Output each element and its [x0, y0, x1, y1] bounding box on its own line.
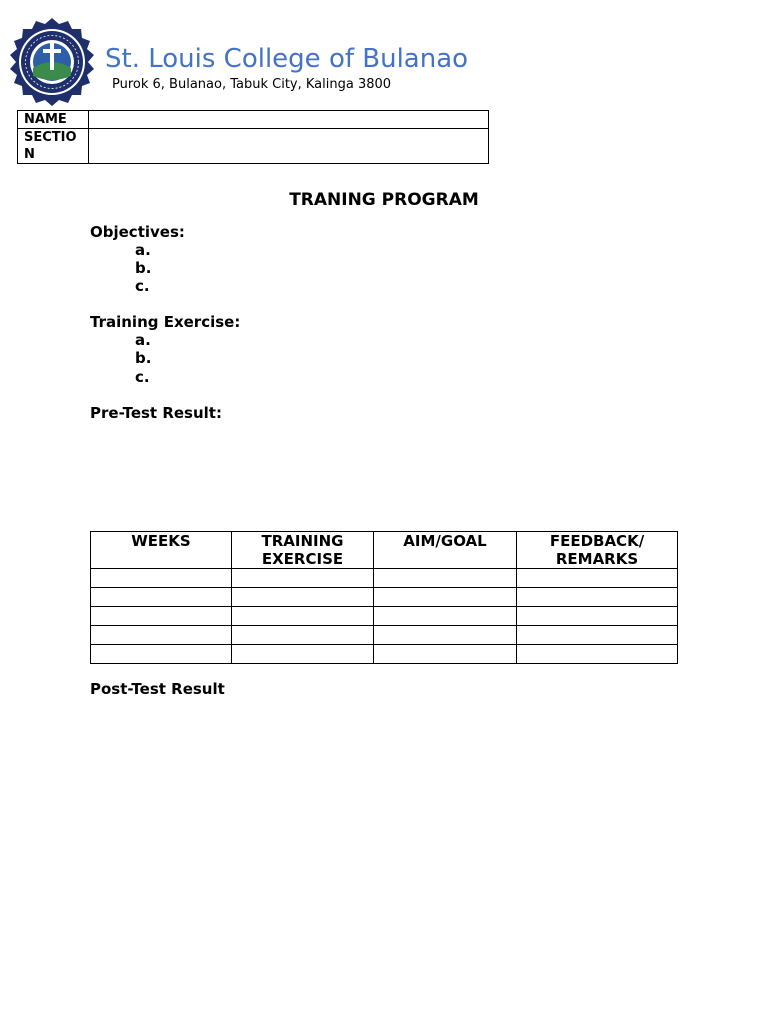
school-name: St. Louis College of Bulanao [105, 44, 469, 74]
student-info-table [17, 110, 489, 164]
table-cell[interactable] [374, 626, 517, 645]
pre-test-heading: Pre-Test Result: [90, 404, 222, 422]
cross-icon [50, 42, 54, 70]
header-training-text: TRAINING [261, 532, 344, 550]
table-cell[interactable] [374, 569, 517, 588]
school-seal-logo [6, 18, 98, 106]
table-cell[interactable] [232, 588, 374, 607]
table-row [91, 569, 678, 588]
table-header-row [91, 532, 678, 569]
table-row [91, 607, 678, 626]
table-cell[interactable] [91, 607, 232, 626]
table-cell[interactable] [232, 569, 374, 588]
header-aim-goal [374, 532, 517, 569]
table-cell[interactable] [374, 588, 517, 607]
document-title: TRANING PROGRAM [289, 190, 479, 210]
name-label: NAME [18, 111, 89, 129]
header-training-exercise [232, 532, 374, 569]
header-exercise-text: EXERCISE [261, 550, 344, 568]
table-cell[interactable] [517, 588, 678, 607]
section-label-line2: N [24, 147, 35, 162]
table-row [91, 626, 678, 645]
table-cell[interactable] [517, 607, 678, 626]
header-feedback-remarks [517, 532, 678, 569]
table-cell[interactable] [374, 645, 517, 664]
school-address: Purok 6, Bulanao, Tabuk City, Kalinga 3800 [112, 77, 392, 92]
table-cell[interactable] [91, 569, 232, 588]
table-cell[interactable] [517, 626, 678, 645]
section-field[interactable] [89, 129, 489, 164]
table-row [91, 588, 678, 607]
table-cell[interactable] [91, 626, 232, 645]
training-exercise-heading: Training Exercise: [90, 313, 241, 331]
table-cell[interactable] [517, 645, 678, 664]
exercise-item-a: a. [135, 331, 151, 349]
table-cell[interactable] [374, 607, 517, 626]
objectives-heading: Objectives: [90, 223, 185, 241]
table-cell[interactable] [232, 645, 374, 664]
header-weeks [91, 532, 232, 569]
header-feedback-text: FEEDBACK/ [549, 532, 645, 550]
exercise-item-c: c. [135, 368, 150, 386]
objective-item-b: b. [135, 259, 152, 277]
table-cell[interactable] [232, 626, 374, 645]
name-field[interactable] [89, 111, 489, 129]
post-test-heading: Post-Test Result [90, 680, 225, 698]
training-plan-table [90, 531, 678, 664]
header-weeks-text: WEEKS [131, 532, 191, 550]
table-cell[interactable] [232, 607, 374, 626]
section-label [18, 129, 89, 164]
section-label-line1: SECTIO [24, 130, 77, 145]
header-aim-goal-text: AIM/GOAL [403, 532, 487, 550]
header-remarks-text: REMARKS [555, 550, 639, 568]
objective-item-a: a. [135, 241, 151, 259]
table-row [91, 645, 678, 664]
table-cell[interactable] [517, 569, 678, 588]
table-cell[interactable] [91, 588, 232, 607]
table-cell[interactable] [91, 645, 232, 664]
exercise-item-b: b. [135, 349, 152, 367]
objective-item-c: c. [135, 277, 150, 295]
